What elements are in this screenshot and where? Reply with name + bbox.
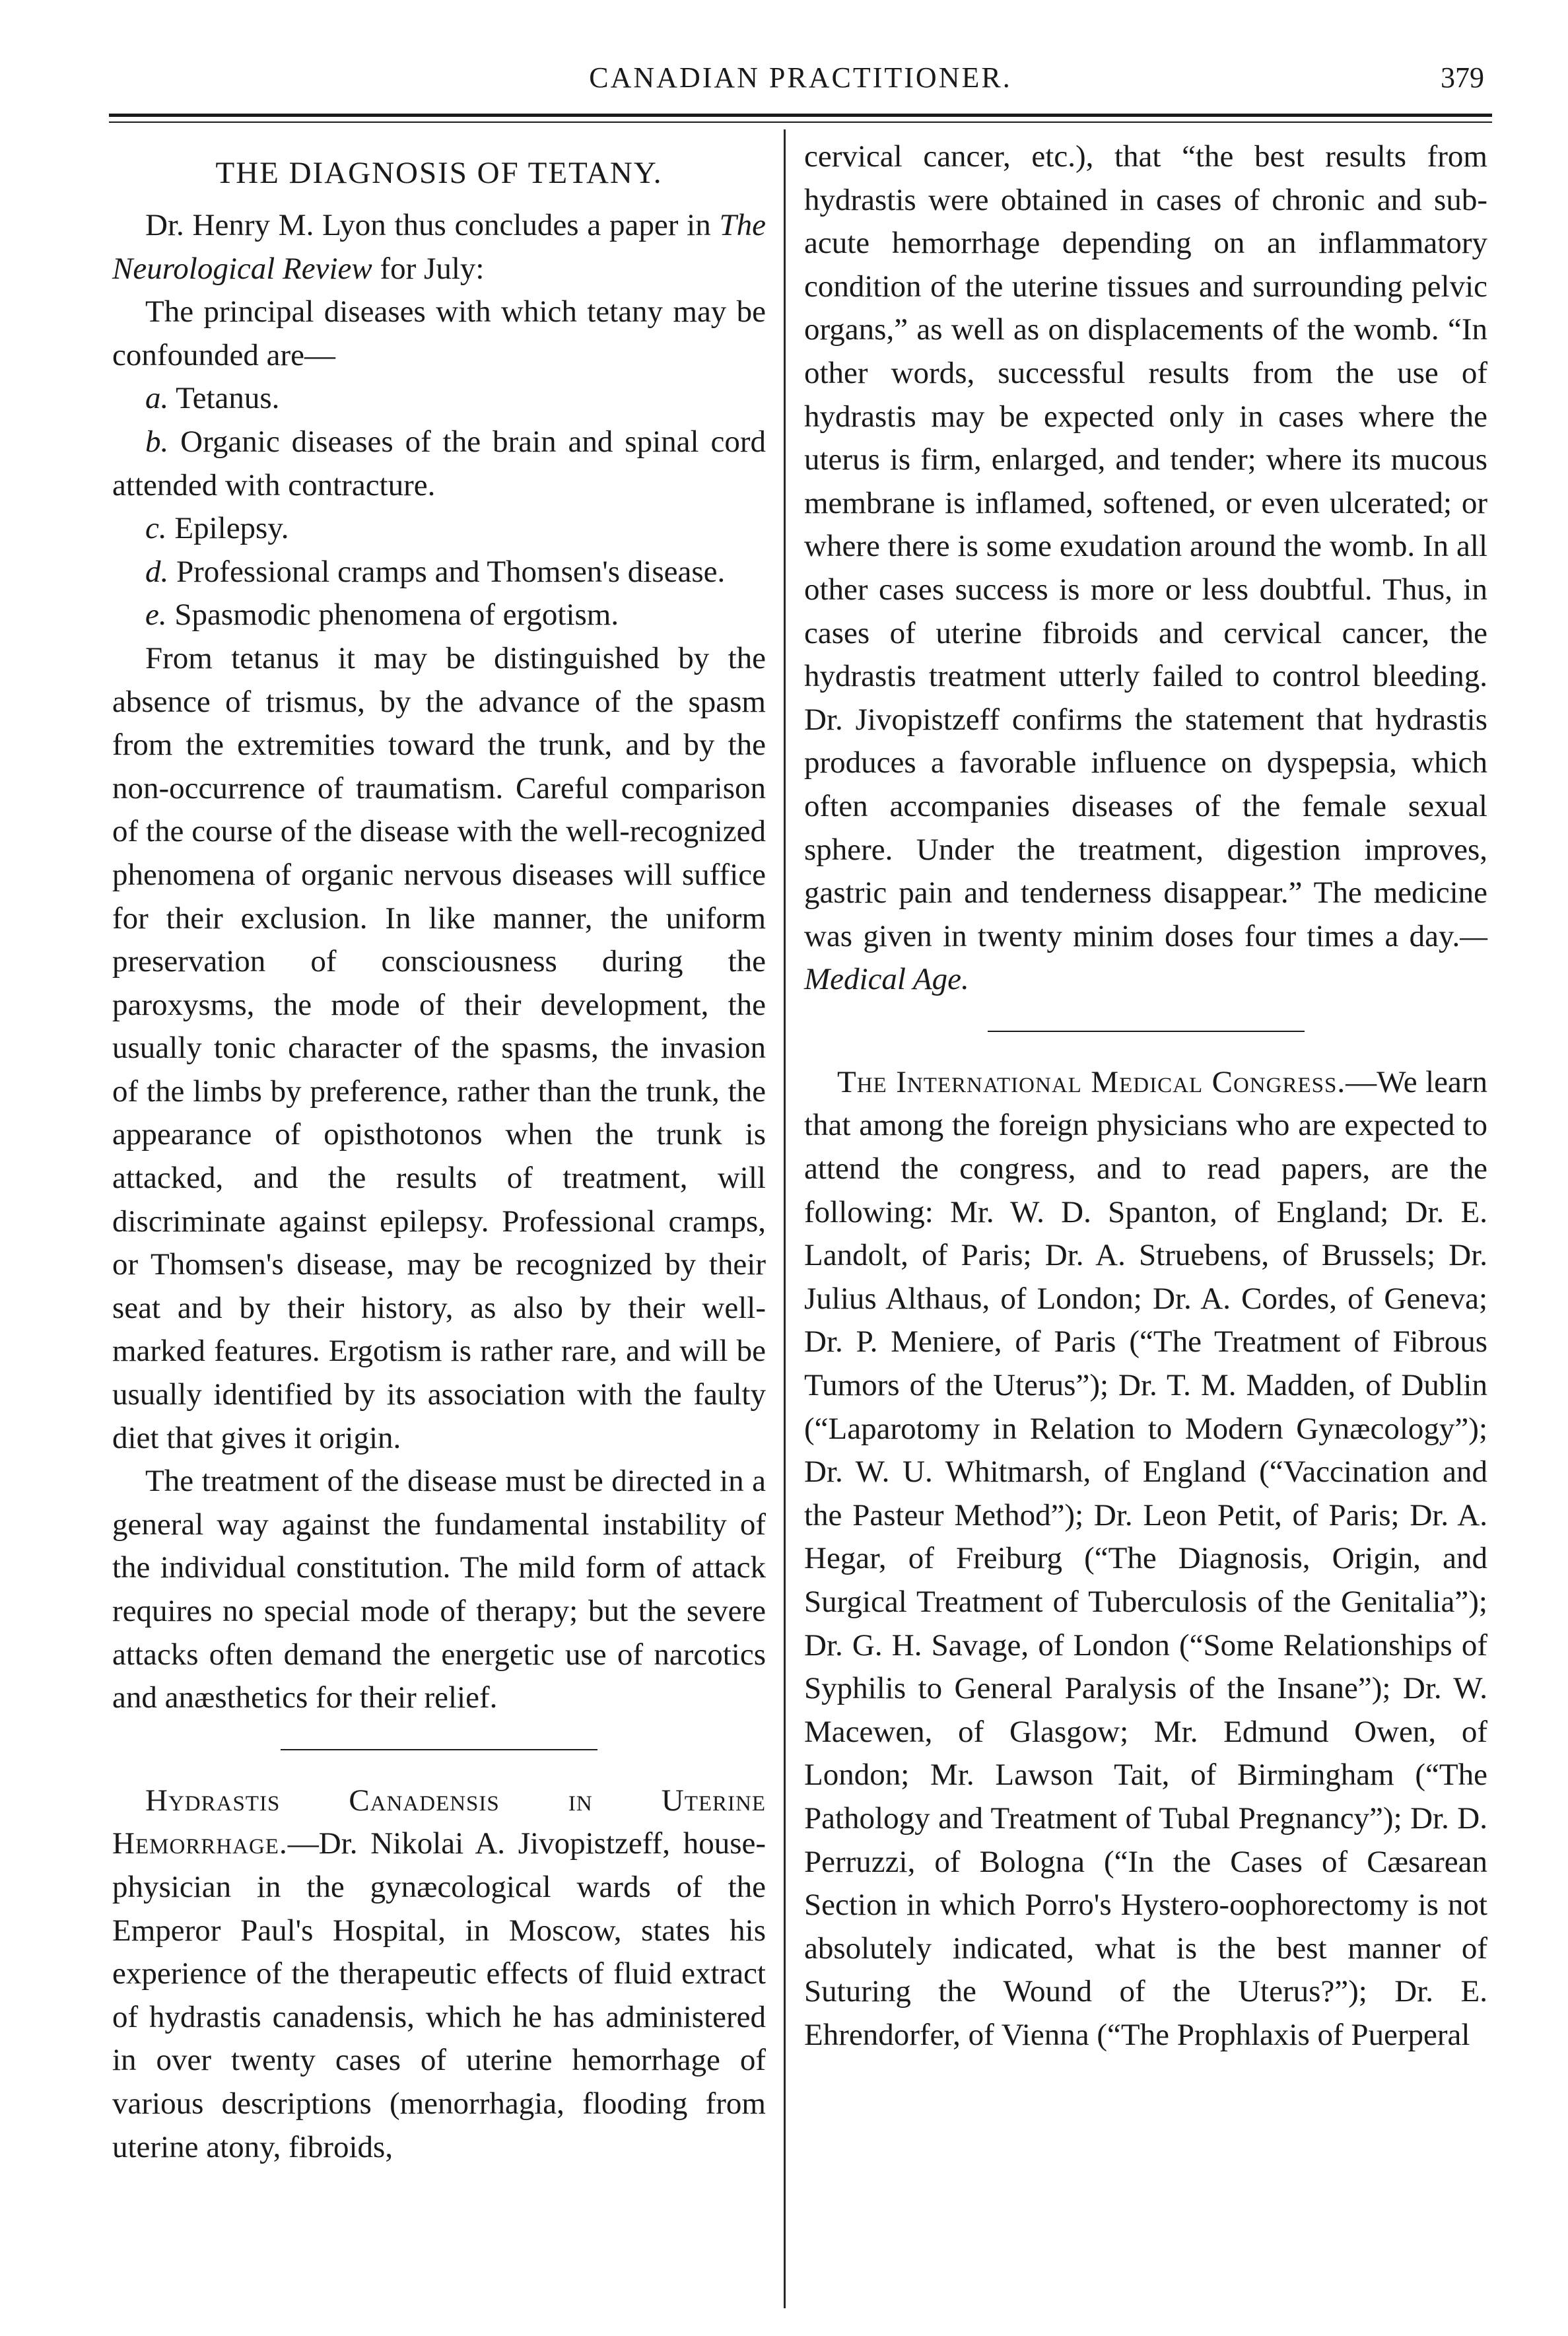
- list-item: [112, 421, 766, 507]
- tetany-paragraph: From tetanus it may be distinguished by the absence of trismus, by the advance of the spasm from the extremities toward the trunk, and by the non-occurrence of traumatism. Careful comparison of the course of the disease with the well-recognized phenomena of organic nervous diseases will suffice for their exclusion. In like manner, the uniform preservation of consciousness during the paroxysms, the mode of their development, the usually tonic character of the spasms, the invasion of the limbs by preference, rather than the trunk, the appearance of opisthotonos when the trunk is attacked, and the results of treatment, will discriminate against epilepsy. Professional cramps, or Thomsen's disease, may be recognized by their seat and by their history, as also by their well-marked features. Ergotism is rather rare, and will be usually identified by its association with the faulty diet that gives it origin.: [112, 640, 766, 1455]
- tetany-treatment-paragraph: The treatment of the disease must be directed in a general way against the fundamental instability of the individual constitution. The mild form of attack requires no special mode of therapy; but the severe attacks often demand the energetic use of narcotics and anæsthetics for their relief.: [112, 1464, 766, 1715]
- list-letter: b.: [145, 424, 169, 459]
- tetany-intro-text: Dr. Henry M. Lyon thus concludes a paper in: [145, 208, 720, 242]
- right-column: [804, 135, 1487, 2057]
- hydrastis-continued: [804, 135, 1487, 1002]
- section-separator: [281, 1749, 597, 1750]
- congress-paragraph: [804, 1061, 1487, 2057]
- source-citation: —Medical Age.: [804, 918, 1487, 997]
- list-letter: d.: [145, 554, 169, 589]
- list-item: [112, 507, 766, 551]
- tetany-intro: [112, 204, 766, 291]
- page-header: [109, 61, 1492, 107]
- list-letter: a.: [145, 381, 169, 416]
- tetany-intro-end: for July:: [372, 251, 485, 286]
- left-column: [112, 135, 766, 2169]
- column-divider: [784, 129, 786, 2308]
- list-text: Spasmodic phenomena of ergotism.: [166, 598, 619, 633]
- list-item: [112, 551, 766, 594]
- list-text: Professional cramps and Thomsen's disease.: [168, 554, 726, 589]
- list-text: Organic diseases of the brain and spinal cord attended with contracture.: [112, 424, 766, 502]
- hydrastis-text: —Dr. Nikolai A. Jivopistzeff, house-physician in the gynæcological wards of the Emperor Paul's Hospital, in Moscow, states his experience of the therapeutic effects of fluid extract of hydrastis canadensis, which he has administered in over twenty cases of uterine hemorrhage of various descriptions (menorrhagia, flooding from uterine atony, fibroids,: [112, 1826, 766, 2164]
- running-title: CANADIAN PRACTITIONER.: [589, 61, 1012, 94]
- list-item: [112, 594, 766, 637]
- list-item: [112, 377, 766, 421]
- header-rule-thin: [109, 121, 1492, 123]
- list-letter: e.: [145, 598, 167, 633]
- congress-text: —We learn that among the foreign physicians who are expected to attend the congress, and to read papers, are the following: Mr. W. D. Spanton, of England; Dr. E. Landolt, of Paris; Dr. A. Struebens, of Brussels; Dr. Julius Althaus, of London; Dr. A. Cordes, of Geneva; Dr. P. Meniere, of Paris (“The Treatment of Fibrous Tumors of the Uterus”); Dr. T. M. Madden, of Dublin (“Laparotomy in Relation to Modern Gynæcology”); Dr. W. U. Whitmarsh, of England (“Vaccination and the Pasteur Method”); Dr. Leon Petit, of Paris; Dr. A. Hegar, of Freiburg (“The Diagnosis, Origin, and Surgical Treatment of Tuberculosis of the Genitalia”); Dr. G. H. Savage, of London (“Some Relationships of Syphilis to General Paralysis of the Insane”); Dr. W. Macewen, of Glasgow; Mr. Edmund Owen, of London; Mr. Lawson Tait, of Birmingham (“The Pathology and Treatment of Tubal Pregnancy”); Dr. D. Perruzzi, of Bologna (“In the Cases of Cæsarean Section in which Porro's Hystero-oophorectomy is not absolutely indicated, what is the best manner of Suturing the Wound of the Uterus?”); Dr. E. Ehrendorfer, of Vienna (“The Prophlaxis of Puerperal: [804, 1064, 1487, 2052]
- tetany-title: THE DIAGNOSIS OF TETANY.: [215, 156, 663, 190]
- journal-title: The Neurological Review: [112, 208, 766, 286]
- list-letter: c.: [145, 511, 167, 546]
- congress-heading: The International Medical Congress.: [837, 1064, 1346, 1099]
- hydrastis-continued-text: cervical cancer, etc.), that “the best results from hydrastis were obtained in cases of chronic and sub-acute hemorrhage depending on an inflammatory condition of the uterine tissues and surrounding pelvic organs,” as well as on displacements of the womb. “In other words, successful results from the use of hydrastis may be expected only in cases where the uterus is firm, enlarged, and tender; where its mucous membrane is inflamed, softened, or even ulcerated; or where there is some exudation around the womb. In all other cases success is more or less doubtful. Thus, in cases of uterine fibroids and cervical cancer, the hydrastis treatment utterly failed to control bleeding. Dr. Jivopistzeff confirms the statement that hydrastis produces a favorable influence on dyspepsia, which often accompanies diseases of the female sexual sphere. Under the treatment, digestion improves, gastric pain and tenderness disappear.” The medicine was given in twenty minim doses four times a day.: [804, 139, 1487, 953]
- page-number: 379: [1441, 61, 1484, 94]
- tetany-lead: The principal diseases with which tetany may be confounded are—: [112, 294, 766, 372]
- hydrastis-paragraph: [112, 1779, 766, 2169]
- header-rule-thick: [109, 114, 1492, 117]
- list-text: Epilepsy.: [166, 511, 289, 546]
- hydrastis-heading: Hydrastis Canadensis in Uterine Hemorrhage.: [112, 1783, 766, 1861]
- section-separator: [988, 1031, 1305, 1032]
- list-text: Tetanus.: [168, 381, 280, 416]
